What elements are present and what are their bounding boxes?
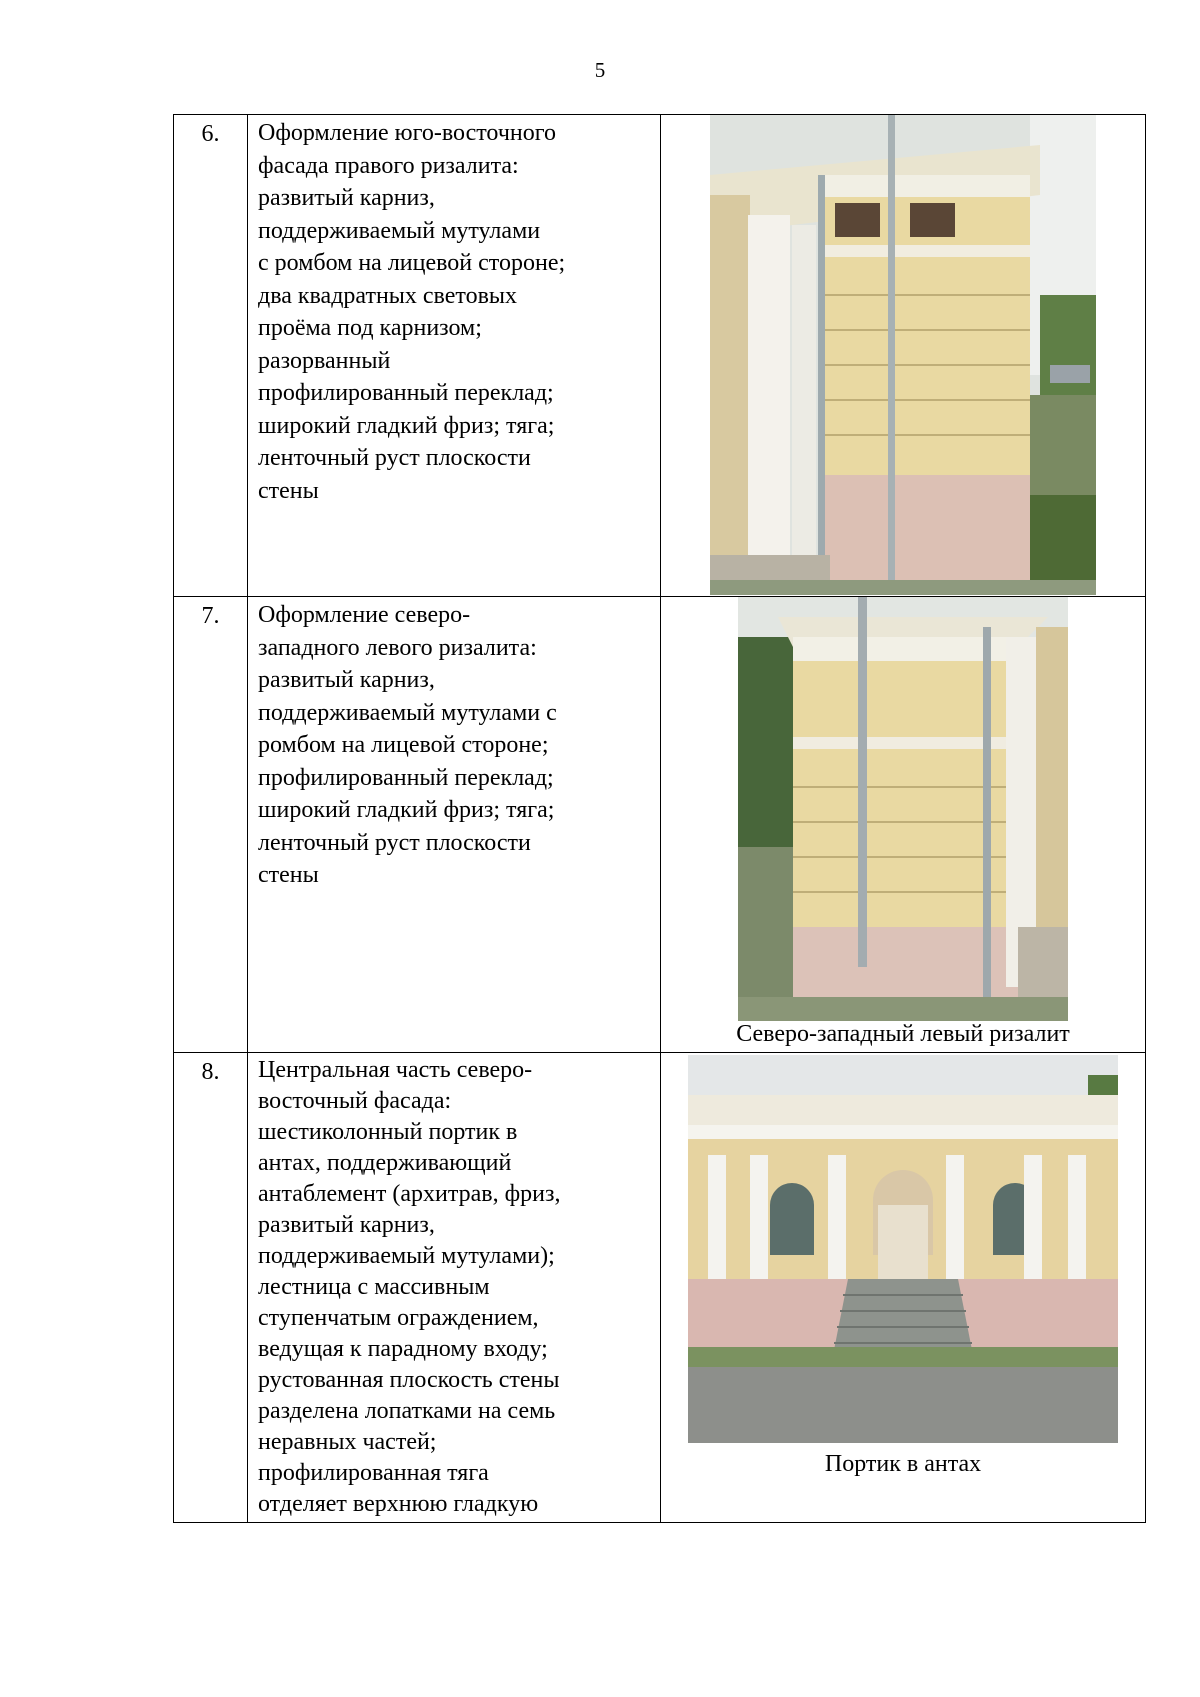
description-line: восточный фасада: <box>258 1088 452 1114</box>
description-line: стены <box>258 477 319 504</box>
description-line: проёма под карнизом; <box>258 315 482 341</box>
description-line: шестиколонный портик в <box>258 1119 518 1145</box>
description-line: фасада правого ризалита: <box>258 152 519 179</box>
description-line: Центральная часть северо- <box>258 1057 533 1083</box>
page-number: 5 <box>594 58 606 82</box>
photo-caption: Портик в антах <box>824 1451 982 1477</box>
description-line: Оформление северо- <box>258 602 471 628</box>
description-line: Оформление юго-восточного <box>258 120 556 146</box>
description-line: развитый карниз, <box>258 1212 435 1238</box>
row-number: 7. <box>174 597 248 1053</box>
risalit-southeast-photo <box>710 115 1096 595</box>
description-line: широкий гладкий фриз; тяга; <box>258 412 555 439</box>
photo-cell <box>661 597 1146 1053</box>
description-line: два квадратных световых <box>258 282 518 309</box>
description-line: ведущая к парадному входу; <box>258 1336 548 1362</box>
description-line: стены <box>258 862 319 888</box>
description-line: ленточный руст плоскости <box>258 445 531 471</box>
description-line: развитый карниз, <box>258 667 435 693</box>
description-line: ленточный руст плоскости <box>258 829 531 856</box>
row-description <box>248 597 661 1053</box>
portico-photo <box>688 1055 1118 1443</box>
table-row <box>174 115 1146 597</box>
description-line: поддерживаемый мутулами с <box>258 699 557 726</box>
table-row <box>174 597 1146 1053</box>
description-line: рустованная плоскость стены <box>258 1367 560 1393</box>
description-line: профилированный переклад; <box>258 764 554 791</box>
description-line: ступенчатым ограждением, <box>258 1305 539 1331</box>
photo-cell <box>661 115 1146 597</box>
row-description <box>248 115 661 597</box>
description-line: широкий гладкий фриз; тяга; <box>258 797 555 823</box>
description-line: разорванный <box>258 347 391 374</box>
table-row <box>174 1053 1146 1523</box>
description-line: ромбом на лицевой стороне; <box>258 732 549 758</box>
description-line: лестница с массивным <box>258 1274 490 1300</box>
description-line: разделена лопатками на семь <box>258 1398 556 1424</box>
description-line: развитый карниз, <box>258 185 435 211</box>
monument-elements-table <box>173 114 1146 1523</box>
description-line: антах, поддерживающий <box>258 1150 512 1176</box>
row-description <box>248 1053 661 1523</box>
photo-cell <box>661 1053 1146 1523</box>
description-line: с ромбом на лицевой стороне; <box>258 250 566 276</box>
description-line: западного левого ризалита: <box>258 634 537 661</box>
description-line: профилированный переклад; <box>258 380 554 406</box>
description-line: профилированная тяга <box>258 1460 489 1486</box>
description-line: антаблемент (архитрав, фриз, <box>258 1181 561 1207</box>
row-number: 8. <box>174 1053 248 1523</box>
description-line: поддерживаемый мутулами); <box>258 1243 555 1269</box>
row-number: 6. <box>174 115 248 597</box>
photo-caption: Северо-западный левый ризалит <box>736 1021 1070 1047</box>
risalit-northwest-photo <box>738 597 1068 1021</box>
description-line: поддерживаемый мутулами <box>258 217 541 244</box>
description-line: неравных частей; <box>258 1429 437 1455</box>
description-line: отделяет верхнюю гладкую <box>258 1491 539 1517</box>
